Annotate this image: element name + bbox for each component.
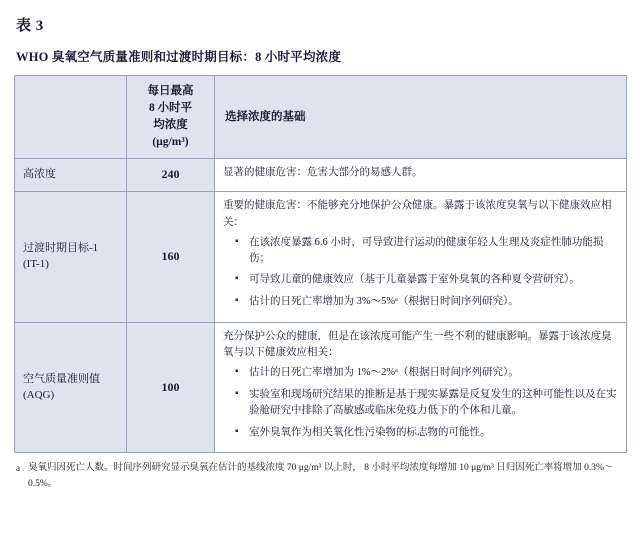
table-body [15,159,627,453]
basis-bullet-list [223,235,618,310]
row-basis-aqg [215,322,627,453]
table-header [15,76,627,159]
table-row [15,322,627,453]
table-row [15,192,627,323]
header-cell-basis: 选择浓度的基础 [215,76,627,159]
table-label: 表 3 [16,18,44,34]
row-category-it1 [15,192,127,323]
footnote-text: 臭氧归因死亡人数。时间序列研究显示臭氧在估计的基线浓度 70 μg/m³ 以上时， 8 小时平均浓度每增加 10 μg/m³ 日归因死亡率将增加 0.3%～0.5%。 [28,463,614,489]
row-category-high: 高浓度 [15,159,127,192]
list-item: ▪ 实验室和现场研究结果的推断是基于现实暴露是反复发生的这种可能性以及在实验舱研究中排除了高敏感或临床免疫力低下的个体和儿童。 [239,387,618,419]
header-cell-concentration [127,76,215,159]
footnote-marker: a [16,463,20,474]
basis-paragraph: 充分保护公众的健康，但是在该浓度可能产生一些不利的健康影响。暴露于该浓度臭氧与以下健康效应相关： [223,330,612,359]
basis-paragraph: 显著的健康危害：危害大部分的易感人群。 [223,167,423,178]
header-line-2: 8 小时平 [148,101,193,114]
list-item: ▪ 估计的日死亡率增加为 3%～5%ᵃ（根据日时间序列研究）。 [239,294,618,310]
row-value-it1: 160 [127,192,215,323]
row-value-aqg: 100 [127,322,215,453]
category-line-1: 空气质量准则值 [23,372,100,385]
row-basis-high [215,159,627,192]
table-header-row [15,76,627,159]
row-value-high: 240 [127,159,215,192]
list-item: ▪ 室外臭氧作为相关氧化性污染物的标志物的可能性。 [239,425,618,441]
table-title: WHO 臭氧空气质量准则和过渡时期目标：8 小时平均浓度 [16,50,342,64]
basis-bullet-list [223,365,618,440]
header-line-1: 每日最高 [147,84,194,97]
row-category-aqg [15,322,127,453]
list-item: ▪ 估计的日死亡率增加为 1%～2%ᵃ（根据日时间序列研究）。 [239,365,618,381]
basis-paragraph: 重要的健康危害：不能够充分地保护公众健康。暴露于该浓度臭氧与以下健康效应相关： [223,200,612,228]
who-ozone-guideline-table [14,75,627,453]
list-item: ▪ 在该浓度暴露 6.6 小时，可导致进行运动的健康年轻人生理及炎症性肺功能损伤； [239,235,618,267]
category-line-1: 过渡时期目标-1 [23,242,99,255]
table-row [15,159,627,192]
header-line-3: 均浓度 [153,119,188,131]
row-basis-it1 [215,192,627,323]
footnote [14,461,626,491]
list-item: ▪ 可导致儿童的健康效应（基于儿童暴露于室外臭氧的各种夏令营研究）。 [239,272,618,288]
category-line-2: (IT-1) [23,258,49,271]
category-line-2: (AQG) [23,388,55,401]
header-line-4: (μg/m³) [152,136,189,149]
header-cell-category [15,76,127,159]
